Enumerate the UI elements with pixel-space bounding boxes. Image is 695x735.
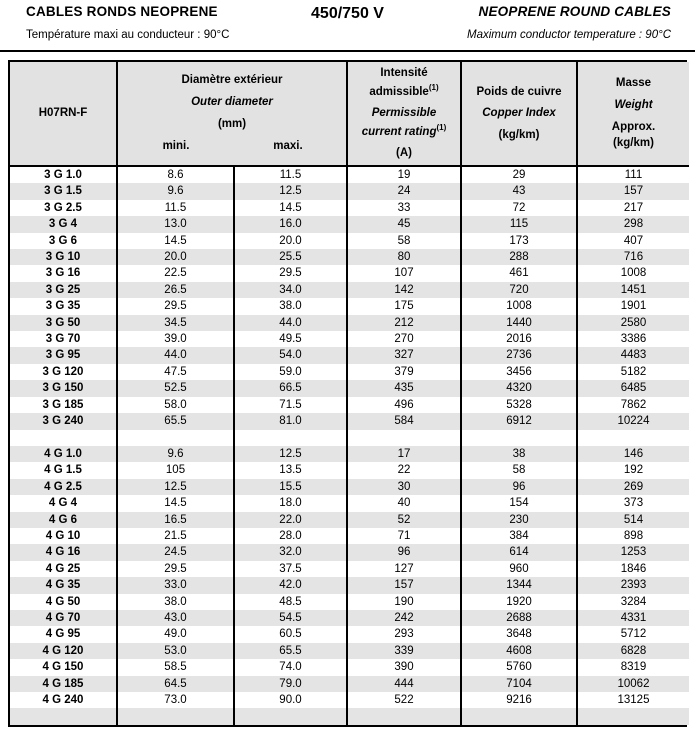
cell-current-rating: 58 <box>347 233 461 249</box>
cell-current-rating: 24 <box>347 183 461 199</box>
cell-diameter-max: 59.0 <box>234 364 347 380</box>
cell-copper-index: 9216 <box>461 692 577 708</box>
cell-diameter-min: 64.5 <box>117 676 234 692</box>
cell-designation: 4 G 16 <box>10 544 117 560</box>
cell-weight: 146 <box>577 446 689 462</box>
cell-diameter-max: 25.5 <box>234 249 347 265</box>
diameter-label-english: Outer diameter <box>191 95 273 108</box>
footnote-marker-1: (1) <box>428 82 439 92</box>
cell-current-rating: 584 <box>347 413 461 429</box>
cell-weight: 10224 <box>577 413 689 429</box>
cell-weight: 217 <box>577 200 689 216</box>
cell-diameter-max: 14.5 <box>234 200 347 216</box>
cell-current-rating: 444 <box>347 676 461 692</box>
separator-cell <box>117 430 234 446</box>
weight-label-english: Weight <box>614 98 653 111</box>
cell-weight: 4331 <box>577 610 689 626</box>
cell-copper-index: 6912 <box>461 413 577 429</box>
cell-diameter-min: 49.0 <box>117 626 234 642</box>
diameter-min-label: mini. <box>162 140 190 153</box>
cell-copper-index: 1008 <box>461 298 577 314</box>
column-header-copper-index <box>461 62 577 166</box>
cell-designation: 3 G 150 <box>10 380 117 396</box>
cell-designation: 3 G 185 <box>10 397 117 413</box>
table-row <box>10 462 689 478</box>
cell-diameter-min: 65.5 <box>117 413 234 429</box>
cell-designation: 3 G 95 <box>10 347 117 363</box>
cell-designation: 4 G 120 <box>10 643 117 659</box>
cell-diameter-min: 39.0 <box>117 331 234 347</box>
separator-cell <box>461 430 577 446</box>
cell-weight: 6828 <box>577 643 689 659</box>
table-row <box>10 479 689 495</box>
diameter-unit: (mm) <box>217 117 247 130</box>
cell-designation: 4 G 185 <box>10 676 117 692</box>
table-row <box>10 577 689 593</box>
trailing-cell <box>347 708 461 724</box>
cell-copper-index: 5328 <box>461 397 577 413</box>
table-row <box>10 610 689 626</box>
cell-current-rating: 107 <box>347 265 461 281</box>
cell-diameter-max: 11.5 <box>234 166 347 183</box>
cell-designation: 4 G 50 <box>10 594 117 610</box>
table-row <box>10 347 689 363</box>
cell-diameter-max: 22.0 <box>234 512 347 528</box>
cell-diameter-max: 48.5 <box>234 594 347 610</box>
column-header-weight <box>577 62 689 166</box>
cell-diameter-max: 49.5 <box>234 331 347 347</box>
copper-unit: (kg/km) <box>498 128 540 141</box>
cell-weight: 6485 <box>577 380 689 396</box>
cell-current-rating: 71 <box>347 528 461 544</box>
cell-copper-index: 230 <box>461 512 577 528</box>
cell-weight: 13125 <box>577 692 689 708</box>
separator-cell <box>234 430 347 446</box>
cell-designation: 4 G 1.5 <box>10 462 117 478</box>
cell-designation: 4 G 6 <box>10 512 117 528</box>
cell-copper-index: 1344 <box>461 577 577 593</box>
cell-diameter-max: 74.0 <box>234 659 347 675</box>
column-header-designation <box>10 62 117 166</box>
cell-diameter-max: 37.5 <box>234 561 347 577</box>
cell-diameter-min: 9.6 <box>117 446 234 462</box>
cell-diameter-max: 71.5 <box>234 397 347 413</box>
cell-current-rating: 157 <box>347 577 461 593</box>
designation-label: H07RN-F <box>38 107 88 120</box>
table-row <box>10 380 689 396</box>
table-row <box>10 249 689 265</box>
cell-copper-index: 288 <box>461 249 577 265</box>
cell-copper-index: 2688 <box>461 610 577 626</box>
cell-weight: 1253 <box>577 544 689 560</box>
cell-copper-index: 1440 <box>461 315 577 331</box>
table-row <box>10 495 689 511</box>
cell-current-rating: 30 <box>347 479 461 495</box>
cell-current-rating: 33 <box>347 200 461 216</box>
current-label-french-1: Intensité <box>380 67 428 79</box>
copper-label-english: Copper Index <box>482 107 556 120</box>
table-row <box>10 626 689 642</box>
cell-current-rating: 40 <box>347 495 461 511</box>
separator-cell <box>577 430 689 446</box>
cell-designation: 3 G 240 <box>10 413 117 429</box>
title-english: NEOPRENE ROUND CABLES <box>478 4 671 19</box>
table-row <box>10 659 689 675</box>
cell-weight: 2393 <box>577 577 689 593</box>
table-row <box>10 282 689 298</box>
cell-copper-index: 4608 <box>461 643 577 659</box>
cell-weight: 898 <box>577 528 689 544</box>
table-row <box>10 331 689 347</box>
cell-diameter-max: 34.0 <box>234 282 347 298</box>
cell-weight: 157 <box>577 183 689 199</box>
cell-diameter-min: 20.0 <box>117 249 234 265</box>
cell-diameter-min: 14.5 <box>117 495 234 511</box>
cell-current-rating: 327 <box>347 347 461 363</box>
cell-diameter-min: 24.5 <box>117 544 234 560</box>
table-row <box>10 528 689 544</box>
cell-current-rating: 80 <box>347 249 461 265</box>
weight-label-french: Masse <box>615 77 652 90</box>
cell-diameter-max: 66.5 <box>234 380 347 396</box>
cell-weight: 2580 <box>577 315 689 331</box>
current-unit: (A) <box>396 147 412 160</box>
cell-copper-index: 461 <box>461 265 577 281</box>
table-row <box>10 692 689 708</box>
cell-current-rating: 190 <box>347 594 461 610</box>
temperature-note-french: Température maxi au conducteur : 90°C <box>26 29 230 41</box>
cell-weight: 298 <box>577 216 689 232</box>
cell-diameter-max: 81.0 <box>234 413 347 429</box>
diameter-label-french: Diamètre extérieur <box>181 74 283 87</box>
cell-copper-index: 58 <box>461 462 577 478</box>
cell-diameter-min: 11.5 <box>117 200 234 216</box>
cell-designation: 3 G 2.5 <box>10 200 117 216</box>
cell-designation: 3 G 10 <box>10 249 117 265</box>
table-row <box>10 200 689 216</box>
cell-diameter-max: 28.0 <box>234 528 347 544</box>
cell-current-rating: 142 <box>347 282 461 298</box>
cell-diameter-max: 16.0 <box>234 216 347 232</box>
cell-weight: 5712 <box>577 626 689 642</box>
column-header-outer-diameter <box>117 62 347 166</box>
cell-diameter-max: 29.5 <box>234 265 347 281</box>
cell-weight: 8319 <box>577 659 689 675</box>
cell-copper-index: 720 <box>461 282 577 298</box>
cell-diameter-min: 58.5 <box>117 659 234 675</box>
cell-current-rating: 293 <box>347 626 461 642</box>
cell-designation: 4 G 95 <box>10 626 117 642</box>
table-row <box>10 561 689 577</box>
cell-copper-index: 614 <box>461 544 577 560</box>
table-row <box>10 676 689 692</box>
table-header <box>10 62 689 166</box>
weight-approx-label: Approx. <box>611 120 656 133</box>
cell-copper-index: 2736 <box>461 347 577 363</box>
table-row <box>10 315 689 331</box>
document-title-band <box>0 0 695 52</box>
cell-diameter-min: 58.0 <box>117 397 234 413</box>
cell-current-rating: 45 <box>347 216 461 232</box>
cell-designation: 4 G 1.0 <box>10 446 117 462</box>
cell-diameter-min: 52.5 <box>117 380 234 396</box>
cell-diameter-min: 8.6 <box>117 166 234 183</box>
title-french: CABLES RONDS NEOPRENE <box>26 4 218 19</box>
cell-current-rating: 52 <box>347 512 461 528</box>
cell-designation: 3 G 120 <box>10 364 117 380</box>
cell-weight: 1846 <box>577 561 689 577</box>
cell-current-rating: 19 <box>347 166 461 183</box>
cell-designation: 4 G 4 <box>10 495 117 511</box>
cell-current-rating: 522 <box>347 692 461 708</box>
cell-weight: 111 <box>577 166 689 183</box>
cell-current-rating: 22 <box>347 462 461 478</box>
cell-diameter-max: 38.0 <box>234 298 347 314</box>
cell-designation: 3 G 25 <box>10 282 117 298</box>
table-row <box>10 413 689 429</box>
copper-label-french: Poids de cuivre <box>476 85 562 98</box>
cell-designation: 3 G 1.5 <box>10 183 117 199</box>
cell-copper-index: 72 <box>461 200 577 216</box>
cell-diameter-min: 44.0 <box>117 347 234 363</box>
cell-designation: 4 G 150 <box>10 659 117 675</box>
cell-current-rating: 339 <box>347 643 461 659</box>
cell-diameter-min: 38.0 <box>117 594 234 610</box>
current-label-english-2: current rating$^{(1)}$ <box>361 122 447 138</box>
table-row <box>10 397 689 413</box>
cell-diameter-max: 60.5 <box>234 626 347 642</box>
cell-diameter-max: 15.5 <box>234 479 347 495</box>
table-row <box>10 233 689 249</box>
cell-copper-index: 960 <box>461 561 577 577</box>
cell-current-rating: 379 <box>347 364 461 380</box>
title-row-secondary <box>16 27 679 50</box>
cell-current-rating: 127 <box>347 561 461 577</box>
table-row <box>10 643 689 659</box>
cell-weight: 373 <box>577 495 689 511</box>
cell-diameter-max: 54.5 <box>234 610 347 626</box>
table-row <box>10 166 689 183</box>
cell-copper-index: 43 <box>461 183 577 199</box>
cell-current-rating: 270 <box>347 331 461 347</box>
temperature-note-english: Maximum conductor temperature : 90°C <box>466 29 671 41</box>
trailing-cell <box>577 708 689 724</box>
cell-current-rating: 96 <box>347 544 461 560</box>
footnote-marker-2: (1) <box>436 122 447 132</box>
cell-weight: 4483 <box>577 347 689 363</box>
table-body <box>10 166 689 725</box>
cell-copper-index: 96 <box>461 479 577 495</box>
cell-copper-index: 384 <box>461 528 577 544</box>
cell-designation: 3 G 70 <box>10 331 117 347</box>
cell-diameter-min: 53.0 <box>117 643 234 659</box>
table-row <box>10 446 689 462</box>
cell-copper-index: 7104 <box>461 676 577 692</box>
separator-cell <box>10 430 117 446</box>
cell-diameter-min: 22.5 <box>117 265 234 281</box>
cell-diameter-max: 20.0 <box>234 233 347 249</box>
current-label-french-2: admissible$^{(1)}$ <box>369 82 439 98</box>
cell-diameter-max: 79.0 <box>234 676 347 692</box>
cell-diameter-min: 26.5 <box>117 282 234 298</box>
cell-designation: 3 G 1.0 <box>10 166 117 183</box>
table-row <box>10 512 689 528</box>
cell-diameter-max: 44.0 <box>234 315 347 331</box>
table-row <box>10 298 689 314</box>
cell-weight: 3284 <box>577 594 689 610</box>
cell-diameter-min: 21.5 <box>117 528 234 544</box>
cell-weight: 3386 <box>577 331 689 347</box>
cell-diameter-max: 32.0 <box>234 544 347 560</box>
table-row <box>10 265 689 281</box>
cell-current-rating: 390 <box>347 659 461 675</box>
cell-copper-index: 4320 <box>461 380 577 396</box>
cell-copper-index: 2016 <box>461 331 577 347</box>
table-section-separator <box>10 430 689 446</box>
cell-copper-index: 154 <box>461 495 577 511</box>
trailing-cell <box>10 708 117 724</box>
cell-diameter-max: 13.5 <box>234 462 347 478</box>
trailing-cell <box>234 708 347 724</box>
cell-weight: 269 <box>577 479 689 495</box>
table-row <box>10 183 689 199</box>
cell-diameter-max: 18.0 <box>234 495 347 511</box>
cell-diameter-min: 33.0 <box>117 577 234 593</box>
cell-current-rating: 435 <box>347 380 461 396</box>
cell-designation: 3 G 35 <box>10 298 117 314</box>
cell-copper-index: 29 <box>461 166 577 183</box>
table-row <box>10 594 689 610</box>
cell-weight: 514 <box>577 512 689 528</box>
cell-copper-index: 115 <box>461 216 577 232</box>
cell-diameter-max: 42.0 <box>234 577 347 593</box>
cell-diameter-min: 14.5 <box>117 233 234 249</box>
cell-diameter-min: 16.5 <box>117 512 234 528</box>
column-header-current-rating <box>347 62 461 166</box>
cell-diameter-max: 90.0 <box>234 692 347 708</box>
cell-diameter-max: 54.0 <box>234 347 347 363</box>
table-header-row <box>10 62 689 166</box>
cell-copper-index: 173 <box>461 233 577 249</box>
cell-copper-index: 5760 <box>461 659 577 675</box>
cell-diameter-min: 13.0 <box>117 216 234 232</box>
cell-current-rating: 175 <box>347 298 461 314</box>
title-row-primary <box>16 0 679 27</box>
cell-designation: 4 G 10 <box>10 528 117 544</box>
cell-current-rating: 242 <box>347 610 461 626</box>
table-trailing-row <box>10 708 689 724</box>
cell-diameter-max: 12.5 <box>234 183 347 199</box>
cable-specification-table <box>10 62 689 725</box>
cell-designation: 4 G 70 <box>10 610 117 626</box>
cell-diameter-min: 73.0 <box>117 692 234 708</box>
current-label-english-1: Permissible <box>371 107 437 120</box>
cell-weight: 1008 <box>577 265 689 281</box>
cell-weight: 5182 <box>577 364 689 380</box>
trailing-cell <box>117 708 234 724</box>
diameter-max-label: maxi. <box>273 140 303 153</box>
cell-designation: 4 G 240 <box>10 692 117 708</box>
cell-weight: 1451 <box>577 282 689 298</box>
cell-designation: 4 G 35 <box>10 577 117 593</box>
cell-diameter-min: 12.5 <box>117 479 234 495</box>
cell-diameter-min: 47.5 <box>117 364 234 380</box>
cell-copper-index: 3456 <box>461 364 577 380</box>
cell-copper-index: 38 <box>461 446 577 462</box>
cell-weight: 7862 <box>577 397 689 413</box>
cell-current-rating: 17 <box>347 446 461 462</box>
trailing-cell <box>461 708 577 724</box>
cell-weight: 407 <box>577 233 689 249</box>
cable-specification-table-wrapper <box>8 60 687 727</box>
table-row <box>10 364 689 380</box>
cell-weight: 1901 <box>577 298 689 314</box>
cell-copper-index: 3648 <box>461 626 577 642</box>
cell-diameter-max: 12.5 <box>234 446 347 462</box>
cell-designation: 4 G 25 <box>10 561 117 577</box>
weight-unit: (kg/km) <box>613 137 654 150</box>
cell-weight: 192 <box>577 462 689 478</box>
cell-diameter-min: 29.5 <box>117 298 234 314</box>
cell-diameter-min: 43.0 <box>117 610 234 626</box>
table-row <box>10 544 689 560</box>
cell-diameter-min: 9.6 <box>117 183 234 199</box>
cell-current-rating: 212 <box>347 315 461 331</box>
cell-diameter-min: 29.5 <box>117 561 234 577</box>
cell-diameter-max: 65.5 <box>234 643 347 659</box>
voltage-rating: 450/750 V <box>311 5 384 22</box>
cell-designation: 3 G 50 <box>10 315 117 331</box>
cell-designation: 3 G 6 <box>10 233 117 249</box>
cell-diameter-min: 105 <box>117 462 234 478</box>
cell-weight: 10062 <box>577 676 689 692</box>
cell-copper-index: 1920 <box>461 594 577 610</box>
cell-weight: 716 <box>577 249 689 265</box>
cell-designation: 4 G 2.5 <box>10 479 117 495</box>
cell-designation: 3 G 4 <box>10 216 117 232</box>
separator-cell <box>347 430 461 446</box>
cell-diameter-min: 34.5 <box>117 315 234 331</box>
table-row <box>10 216 689 232</box>
cell-current-rating: 496 <box>347 397 461 413</box>
cell-designation: 3 G 16 <box>10 265 117 281</box>
